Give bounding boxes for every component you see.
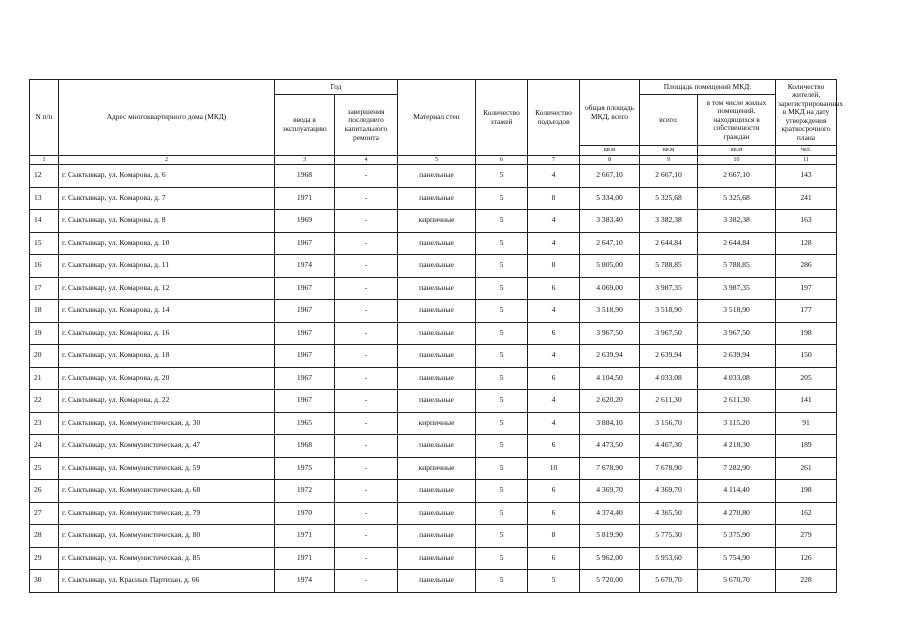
cell-residents: 197 — [776, 277, 837, 300]
cell-year-built: 1975 — [275, 457, 335, 480]
cell-total-area: 2 620,20 — [580, 390, 640, 413]
cell-area-private: 4 218,30 — [698, 435, 776, 458]
cell-year-built: 1967 — [275, 322, 335, 345]
cell-residents: 141 — [776, 390, 837, 413]
cell-floors: 5 — [476, 277, 528, 300]
cell-year-repair: - — [335, 547, 398, 570]
cell-year-built: 1971 — [275, 547, 335, 570]
cell-area-private: 5 325,68 — [698, 187, 776, 210]
cell-address: г. Сыктывкар, ул. Комарова, д. 18 — [59, 345, 275, 368]
cell-wall-material: панельные — [398, 480, 476, 503]
cell-wall-material: панельные — [398, 547, 476, 570]
column-number: 11 — [776, 156, 837, 165]
unit-all: кв.м — [640, 146, 698, 156]
cell-num: 17 — [30, 277, 59, 300]
cell-year-repair: - — [335, 367, 398, 390]
cell-address: г. Сыктывкар, ул. Комарова, д. 6 — [59, 165, 275, 188]
cell-year-repair: - — [335, 300, 398, 323]
cell-year-built: 1968 — [275, 165, 335, 188]
cell-year-repair: - — [335, 390, 398, 413]
cell-area-all: 3 156,70 — [640, 412, 698, 435]
cell-num: 19 — [30, 322, 59, 345]
cell-num: 14 — [30, 210, 59, 233]
cell-area-all: 2 667,10 — [640, 165, 698, 188]
cell-total-area: 5 720,00 — [580, 570, 640, 593]
cell-address: г. Сыктывкар, ул. Комарова, д. 20 — [59, 367, 275, 390]
cell-entrances: 6 — [528, 367, 580, 390]
cell-floors: 5 — [476, 232, 528, 255]
table-row — [30, 210, 837, 233]
cell-total-area: 5 819,90 — [580, 525, 640, 548]
table-header — [30, 80, 844, 165]
cell-year-built: 1970 — [275, 502, 335, 525]
cell-floors: 5 — [476, 502, 528, 525]
table-row — [30, 390, 837, 413]
cell-residents: 163 — [776, 210, 837, 233]
cell-residents: 286 — [776, 255, 837, 278]
cell-wall-material: кирпичные — [398, 457, 476, 480]
cell-area-all: 2 639,94 — [640, 345, 698, 368]
cell-entrances: 6 — [528, 547, 580, 570]
cell-wall-material: панельные — [398, 255, 476, 278]
cell-area-all: 3 518,90 — [640, 300, 698, 323]
cell-year-built: 1971 — [275, 187, 335, 210]
cell-floors: 5 — [476, 165, 528, 188]
table-row — [30, 165, 837, 188]
cell-floors: 5 — [476, 435, 528, 458]
cell-entrances: 10 — [528, 457, 580, 480]
cell-year-built: 1967 — [275, 300, 335, 323]
cell-entrances: 6 — [528, 480, 580, 503]
cell-area-private: 5 788,85 — [698, 255, 776, 278]
cell-num: 28 — [30, 525, 59, 548]
cell-floors: 5 — [476, 210, 528, 233]
column-number: 7 — [528, 156, 580, 165]
table-row — [30, 480, 837, 503]
cell-wall-material: панельные — [398, 232, 476, 255]
cell-area-private: 7 282,90 — [698, 457, 776, 480]
table-row — [30, 345, 837, 368]
column-number: 4 — [335, 156, 398, 165]
table-row — [30, 435, 837, 458]
cell-area-all: 3 987,35 — [640, 277, 698, 300]
cell-area-all: 5 670,70 — [640, 570, 698, 593]
cell-entrances: 4 — [528, 300, 580, 323]
cell-address: г. Сыктывкар, ул. Коммунистическая, д. 80 — [59, 525, 275, 548]
cell-num: 20 — [30, 345, 59, 368]
cell-wall-material: панельные — [398, 345, 476, 368]
cell-floors: 5 — [476, 255, 528, 278]
table-row — [30, 502, 837, 525]
cell-wall-material: панельные — [398, 390, 476, 413]
cell-year-built: 1974 — [275, 255, 335, 278]
cell-wall-material: панельные — [398, 165, 476, 188]
cell-wall-material: панельные — [398, 525, 476, 548]
cell-area-all: 4 369,70 — [640, 480, 698, 503]
cell-area-all: 3 967,50 — [640, 322, 698, 345]
cell-wall-material: панельные — [398, 367, 476, 390]
table-row — [30, 367, 837, 390]
cell-year-repair: - — [335, 187, 398, 210]
cell-total-area: 3 967,50 — [580, 322, 640, 345]
cell-year-repair: - — [335, 165, 398, 188]
cell-year-repair: - — [335, 277, 398, 300]
cell-year-built: 1967 — [275, 345, 335, 368]
cell-floors: 5 — [476, 525, 528, 548]
cell-year-repair: - — [335, 210, 398, 233]
cell-address: г. Сыктывкар, ул. Комарова, д. 11 — [59, 255, 275, 278]
column-number: 3 — [275, 156, 335, 165]
cell-area-all: 2 611,30 — [640, 390, 698, 413]
cell-address: г. Сыктывкар, ул. Коммунистическая, д. 79 — [59, 502, 275, 525]
header-year-built: ввода в эксплуатацию — [275, 95, 335, 156]
cell-num: 22 — [30, 390, 59, 413]
cell-entrances: 5 — [528, 570, 580, 593]
housing-register-table — [29, 79, 844, 593]
cell-entrances: 6 — [528, 502, 580, 525]
cell-address: г. Сыктывкар, ул. Коммунистическая, д. 59 — [59, 457, 275, 480]
cell-residents: 279 — [776, 525, 837, 548]
cell-num: 23 — [30, 412, 59, 435]
cell-num: 26 — [30, 480, 59, 503]
cell-total-area: 5 805,00 — [580, 255, 640, 278]
cell-num: 18 — [30, 300, 59, 323]
cell-area-private: 2 644,84 — [698, 232, 776, 255]
cell-total-area: 4 473,50 — [580, 435, 640, 458]
column-number: 8 — [580, 156, 640, 165]
cell-total-area: 3 383,40 — [580, 210, 640, 233]
cell-area-private: 4 114,40 — [698, 480, 776, 503]
column-number: 1 — [30, 156, 59, 165]
cell-wall-material: панельные — [398, 322, 476, 345]
cell-floors: 5 — [476, 547, 528, 570]
cell-residents: 150 — [776, 345, 837, 368]
cell-area-private: 3 115,20 — [698, 412, 776, 435]
cell-area-private: 4 033,08 — [698, 367, 776, 390]
unit-private: кв.м — [698, 146, 776, 156]
cell-address: г. Сыктывкар, ул. Коммунистическая, д. 85 — [59, 547, 275, 570]
unit-residents: чел. — [776, 146, 837, 156]
cell-year-built: 1967 — [275, 232, 335, 255]
cell-residents: 205 — [776, 367, 837, 390]
cell-area-private: 2 667,10 — [698, 165, 776, 188]
header-total-area: общая площадь МКД, всего — [580, 80, 640, 146]
cell-entrances: 8 — [528, 187, 580, 210]
cell-area-private: 3 967,50 — [698, 322, 776, 345]
cell-year-built: 1967 — [275, 367, 335, 390]
table-body — [30, 165, 837, 593]
cell-entrances: 4 — [528, 412, 580, 435]
cell-entrances: 4 — [528, 210, 580, 233]
cell-num: 27 — [30, 502, 59, 525]
header-year-repair: завершения последнего капитального ремонта — [335, 95, 398, 156]
table-row — [30, 457, 837, 480]
cell-address: г. Сыктывкар, ул. Комарова, д. 10 — [59, 232, 275, 255]
cell-total-area: 2 667,10 — [580, 165, 640, 188]
unit-total: кв.м — [580, 146, 640, 156]
cell-area-all: 2 644,84 — [640, 232, 698, 255]
column-number-row — [30, 156, 837, 165]
cell-residents: 189 — [776, 435, 837, 458]
cell-year-repair: - — [335, 480, 398, 503]
cell-wall-material: кирпичные — [398, 210, 476, 233]
cell-wall-material: панельные — [398, 187, 476, 210]
header-residents: Количество жителей, зарегистрированных в МКД на дату утверждения краткосрочного плана — [776, 80, 837, 146]
cell-num: 25 — [30, 457, 59, 480]
table-row — [30, 412, 837, 435]
cell-wall-material: панельные — [398, 277, 476, 300]
cell-address: г. Сыктывкар, ул. Комарова, д. 12 — [59, 277, 275, 300]
cell-year-repair: - — [335, 502, 398, 525]
table-row — [30, 255, 837, 278]
cell-area-private: 3 382,38 — [698, 210, 776, 233]
cell-num: 13 — [30, 187, 59, 210]
header-wall: Материал стен — [398, 80, 476, 156]
cell-num: 16 — [30, 255, 59, 278]
cell-year-built: 1969 — [275, 210, 335, 233]
column-number: 6 — [476, 156, 528, 165]
cell-num: 15 — [30, 232, 59, 255]
cell-wall-material: панельные — [398, 435, 476, 458]
cell-floors: 5 — [476, 457, 528, 480]
cell-address: г. Сыктывкар, ул. Коммунистическая, д. 30 — [59, 412, 275, 435]
cell-total-area: 2 639,94 — [580, 345, 640, 368]
cell-residents: 177 — [776, 300, 837, 323]
table-row — [30, 232, 837, 255]
cell-year-repair: - — [335, 232, 398, 255]
cell-area-all: 5 325,68 — [640, 187, 698, 210]
cell-residents: 162 — [776, 502, 837, 525]
cell-residents: 198 — [776, 322, 837, 345]
table-row — [30, 547, 837, 570]
cell-num: 12 — [30, 165, 59, 188]
cell-residents: 126 — [776, 547, 837, 570]
column-number: 2 — [59, 156, 275, 165]
cell-entrances: 4 — [528, 390, 580, 413]
cell-entrances: 4 — [528, 345, 580, 368]
cell-floors: 5 — [476, 187, 528, 210]
cell-area-all: 5 788,85 — [640, 255, 698, 278]
cell-entrances: 8 — [528, 255, 580, 278]
header-area-private: в том числе жилых помещений, находящихся в собственности граждан — [698, 95, 776, 146]
table-row — [30, 300, 837, 323]
cell-wall-material: панельные — [398, 502, 476, 525]
cell-area-private: 3 987,35 — [698, 277, 776, 300]
cell-area-private: 5 670,70 — [698, 570, 776, 593]
cell-area-private: 2 639,94 — [698, 345, 776, 368]
cell-year-built: 1965 — [275, 412, 335, 435]
cell-area-private: 5 754,90 — [698, 547, 776, 570]
table-row — [30, 322, 837, 345]
cell-wall-material: панельные — [398, 570, 476, 593]
cell-area-all: 4 467,30 — [640, 435, 698, 458]
cell-address: г. Сыктывкар, ул. Коммунистическая, д. 68 — [59, 480, 275, 503]
header-area-all: всего: — [640, 95, 698, 146]
header-year-group: Год — [275, 80, 398, 95]
cell-area-all: 4 365,50 — [640, 502, 698, 525]
cell-entrances: 4 — [528, 232, 580, 255]
header-address: Адрес многоквартирного дома (МКД) — [59, 80, 275, 156]
cell-num: 24 — [30, 435, 59, 458]
cell-floors: 5 — [476, 345, 528, 368]
cell-residents: 241 — [776, 187, 837, 210]
cell-residents: 261 — [776, 457, 837, 480]
cell-total-area: 4 374,40 — [580, 502, 640, 525]
cell-area-all: 5 953,60 — [640, 547, 698, 570]
cell-floors: 5 — [476, 367, 528, 390]
cell-wall-material: кирпичные — [398, 412, 476, 435]
cell-area-private: 4 270,80 — [698, 502, 776, 525]
table-row — [30, 525, 837, 548]
cell-total-area: 3 518,90 — [580, 300, 640, 323]
cell-floors: 5 — [476, 412, 528, 435]
cell-entrances: 4 — [528, 165, 580, 188]
cell-year-built: 1968 — [275, 435, 335, 458]
cell-residents: 143 — [776, 165, 837, 188]
cell-total-area: 4 069,00 — [580, 277, 640, 300]
cell-area-all: 7 678,90 — [640, 457, 698, 480]
cell-num: 21 — [30, 367, 59, 390]
cell-area-private: 2 611,30 — [698, 390, 776, 413]
header-area-group: Площадь помещений МКД: — [640, 80, 776, 95]
cell-area-all: 4 033,08 — [640, 367, 698, 390]
cell-floors: 5 — [476, 570, 528, 593]
header-entrances: Количество подъездов — [528, 80, 580, 156]
cell-year-repair: - — [335, 570, 398, 593]
cell-floors: 5 — [476, 390, 528, 413]
cell-area-private: 3 518,90 — [698, 300, 776, 323]
cell-total-area: 3 884,10 — [580, 412, 640, 435]
cell-entrances: 6 — [528, 322, 580, 345]
cell-floors: 5 — [476, 480, 528, 503]
cell-year-repair: - — [335, 412, 398, 435]
cell-address: г. Сыктывкар, ул. Коммунистическая, д. 47 — [59, 435, 275, 458]
cell-num: 30 — [30, 570, 59, 593]
cell-address: г. Сыктывкар, ул. Комарова, д. 7 — [59, 187, 275, 210]
header-floors: Количество этажей — [476, 80, 528, 156]
cell-area-all: 3 382,38 — [640, 210, 698, 233]
cell-residents: 91 — [776, 412, 837, 435]
cell-total-area: 4 369,70 — [580, 480, 640, 503]
cell-year-built: 1974 — [275, 570, 335, 593]
header-num: N п/п — [30, 80, 59, 156]
cell-total-area: 5 962,00 — [580, 547, 640, 570]
cell-year-repair: - — [335, 322, 398, 345]
cell-year-repair: - — [335, 255, 398, 278]
cell-address: г. Сыктывкар, ул. Комарова, д. 8 — [59, 210, 275, 233]
cell-total-area: 5 334,00 — [580, 187, 640, 210]
cell-address: г. Сыктывкар, ул. Комарова, д. 14 — [59, 300, 275, 323]
cell-area-all: 5 775,30 — [640, 525, 698, 548]
cell-year-repair: - — [335, 525, 398, 548]
cell-year-built: 1972 — [275, 480, 335, 503]
table-row — [30, 277, 837, 300]
column-number: 9 — [640, 156, 698, 165]
cell-year-repair: - — [335, 435, 398, 458]
cell-total-area: 2 647,10 — [580, 232, 640, 255]
table-row — [30, 187, 837, 210]
cell-year-built: 1967 — [275, 390, 335, 413]
cell-year-built: 1971 — [275, 525, 335, 548]
cell-entrances: 6 — [528, 435, 580, 458]
cell-address: г. Сыктывкар, ул. Комарова, д. 16 — [59, 322, 275, 345]
cell-entrances: 8 — [528, 525, 580, 548]
cell-area-private: 5 375,90 — [698, 525, 776, 548]
cell-residents: 198 — [776, 480, 837, 503]
cell-entrances: 6 — [528, 277, 580, 300]
cell-address: г. Сыктывкар, ул. Комарова, д. 22 — [59, 390, 275, 413]
column-number: 10 — [698, 156, 776, 165]
cell-year-built: 1967 — [275, 277, 335, 300]
cell-residents: 228 — [776, 570, 837, 593]
cell-address: г. Сыктывкар, ул. Красных Партизан, д. 66 — [59, 570, 275, 593]
cell-year-repair: - — [335, 457, 398, 480]
cell-residents: 128 — [776, 232, 837, 255]
cell-floors: 5 — [476, 300, 528, 323]
column-number: 5 — [398, 156, 476, 165]
cell-total-area: 4 104,50 — [580, 367, 640, 390]
cell-year-repair: - — [335, 345, 398, 368]
table-row — [30, 570, 837, 593]
cell-floors: 5 — [476, 322, 528, 345]
cell-total-area: 7 678,90 — [580, 457, 640, 480]
cell-wall-material: панельные — [398, 300, 476, 323]
cell-num: 29 — [30, 547, 59, 570]
